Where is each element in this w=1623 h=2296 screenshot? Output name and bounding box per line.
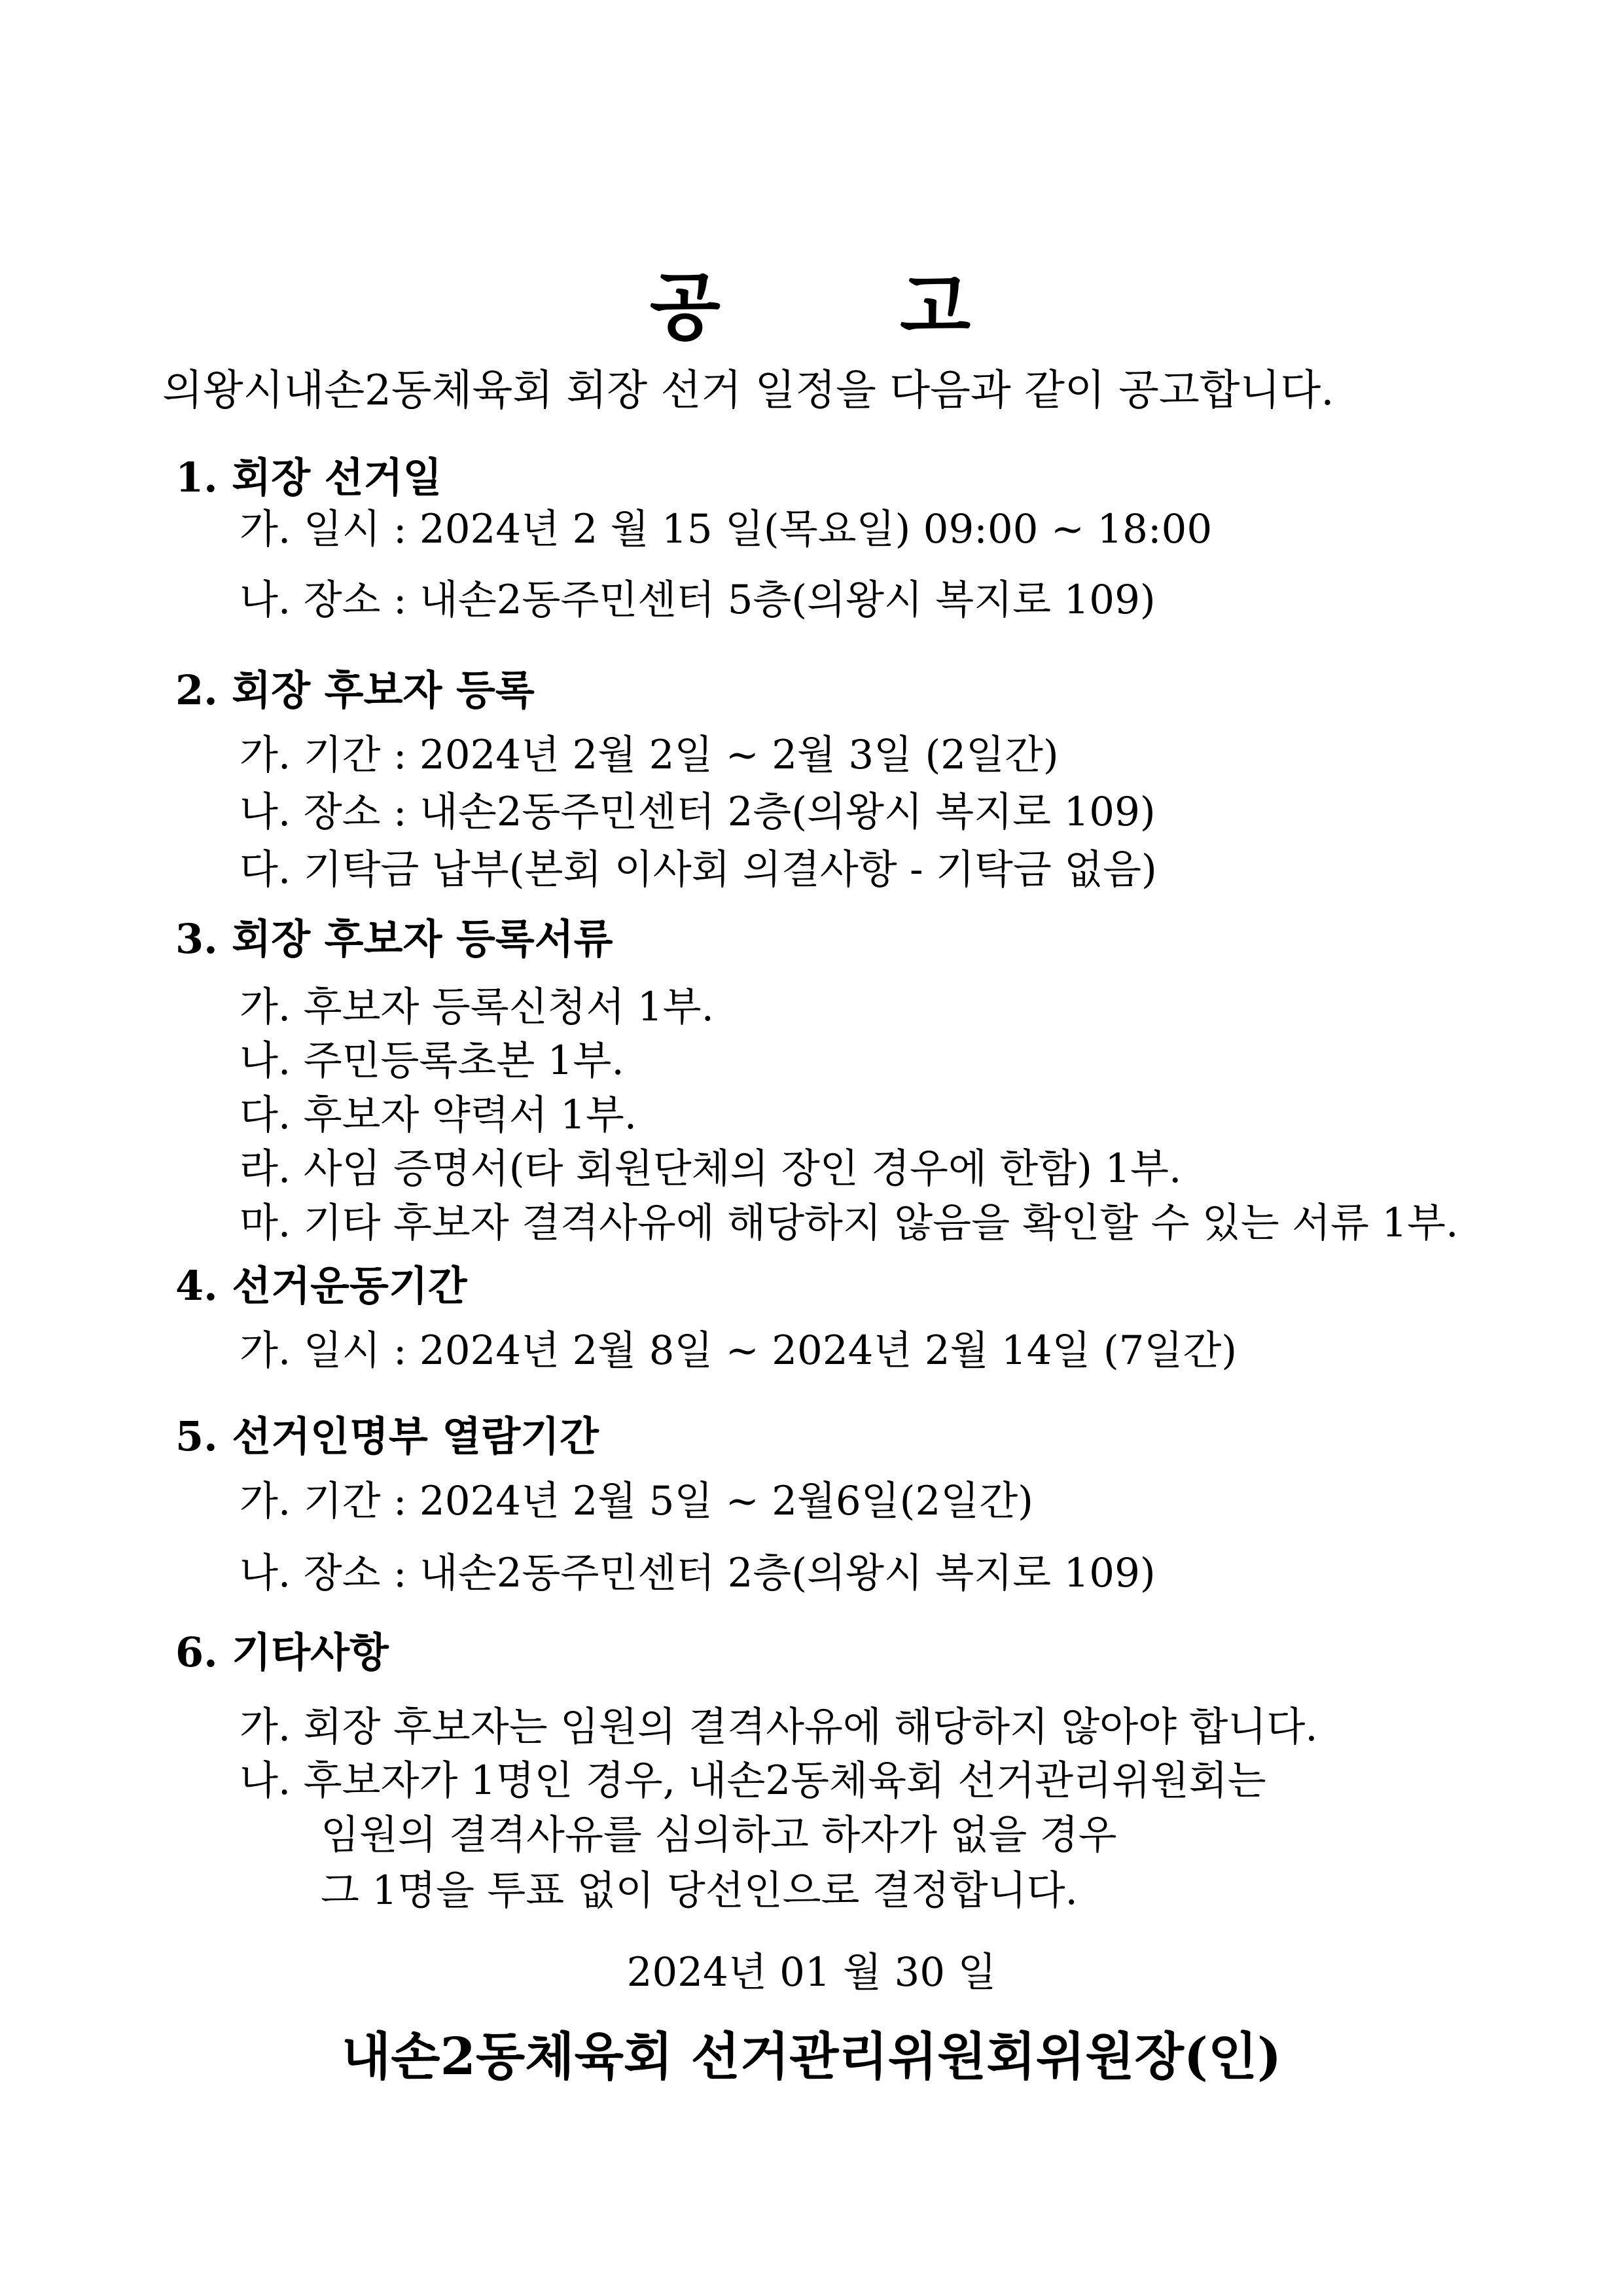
section-2-item-2: 나. 장소 : 내손2동주민센터 2층(의왕시 복지로 109) [240, 789, 1156, 835]
section-3-heading: 3. 회장 후보자 등록서류 [175, 915, 613, 963]
section-5-heading: 5. 선거인명부 열람기간 [175, 1412, 599, 1460]
section-6-item-1: 가. 회장 후보자는 임원의 결격사유에 해당하지 않아야 합니다. [240, 1704, 1318, 1750]
document-title [0, 249, 1623, 354]
section-1-item-1: 가. 일시 : 2024년 2 월 15 일(목요일) 09:00 ~ 18:00 [240, 506, 1213, 552]
section-5-item-2: 나. 장소 : 내손2동주민센터 2층(의왕시 복지로 109) [240, 1550, 1156, 1596]
title-part-2: 고 [900, 264, 974, 350]
section-4-item-1: 가. 일시 : 2024년 2월 8일 ~ 2024년 2월 14일 (7일간) [240, 1327, 1238, 1374]
section-4-heading: 4. 선거운동기간 [175, 1262, 467, 1310]
section-3-item-5: 마. 기타 후보자 결격사유에 해당하지 않음을 확인할 수 있는 서류 1부. [240, 1200, 1459, 1246]
announcement-date: 2024년 01 월 30 일 [626, 1949, 997, 1996]
section-6-continuation-1: 임원의 결격사유를 심의하고 하자가 없을 경우 [321, 1812, 1117, 1858]
title-part-1: 공 [649, 264, 723, 350]
section-2-item-3: 다. 기탁금 납부(본회 이사회 의결사항 - 기탁금 없음) [240, 846, 1157, 893]
section-1-heading: 1. 회장 선거일 [175, 454, 442, 501]
section-5-item-1: 가. 기간 : 2024년 2월 5일 ~ 2월6일(2일간) [240, 1478, 1033, 1524]
section-6-continuation-2: 그 1명을 투표 없이 당선인으로 결정합니다. [321, 1867, 1078, 1914]
section-6-heading: 6. 기타사항 [175, 1628, 389, 1676]
intro-text: 의왕시내손2동체육회 회장 선거 일정을 다음과 같이 공고합니다. [162, 367, 1334, 415]
section-3-item-2: 나. 주민등록초본 1부. [240, 1037, 624, 1084]
signature-line: 내손2동체육회 선거관리위원회위원장(인) [341, 2027, 1282, 2087]
section-2-heading: 2. 회장 후보자 등록 [175, 666, 535, 714]
section-2-item-1: 가. 기간 : 2024년 2월 2일 ~ 2월 3일 (2일간) [240, 732, 1059, 778]
section-1-item-2: 나. 장소 : 내손2동주민센터 5층(의왕시 복지로 109) [240, 577, 1156, 623]
section-3-item-1: 가. 후보자 등록신청서 1부. [240, 984, 715, 1030]
section-3-item-4: 라. 사임 증명서(타 회원단체의 장인 경우에 한함) 1부. [240, 1145, 1182, 1192]
section-6-item-2: 나. 후보자가 1명인 경우, 내손2동체육회 선거관리위원회는 [240, 1757, 1266, 1804]
section-3-item-3: 다. 후보자 약력서 1부. [240, 1092, 637, 1138]
